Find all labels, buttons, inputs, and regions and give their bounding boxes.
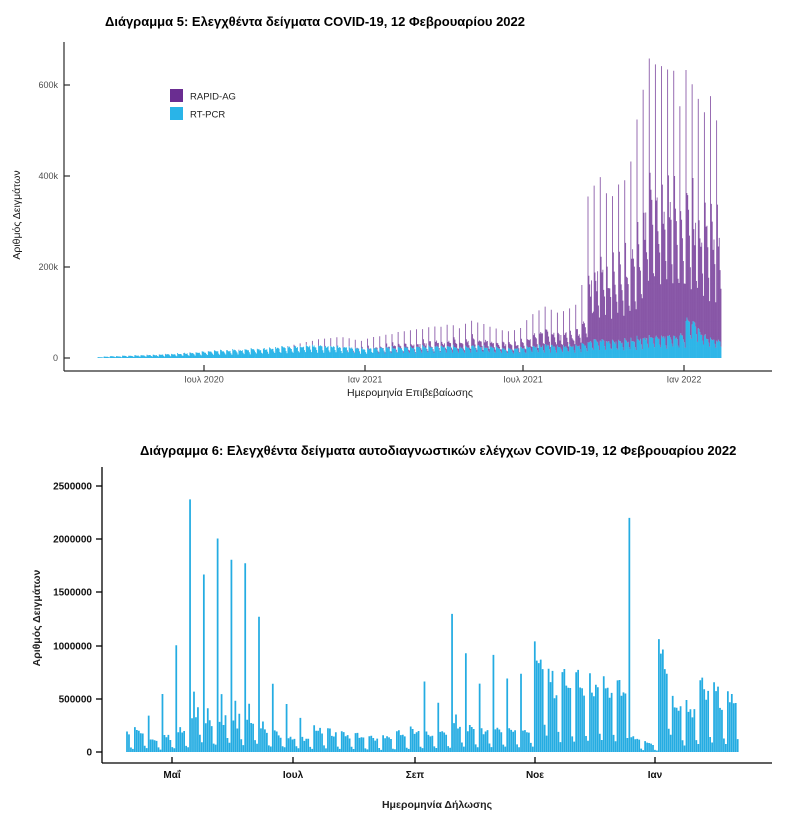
y-tick: 0	[86, 747, 92, 759]
chart5-y-axis-label: Αριθμός Δειγμάτων	[11, 170, 23, 260]
legend-swatch-rapid-ag	[170, 89, 183, 102]
y-tick: 2000000	[53, 534, 92, 546]
x-tick: Νοε	[525, 770, 545, 781]
x-tick: Ιαν 2021	[347, 374, 383, 385]
y-tick: 2500000	[53, 481, 92, 493]
legend-label-rt-pcr: RT-PCR	[190, 109, 226, 121]
legend-label-rapid-ag: RAPID-AG	[190, 91, 236, 103]
y-tick: 1000000	[53, 641, 92, 653]
y-tick: 500000	[58, 694, 92, 706]
chart5-x-axis-label: Ημερομηνία Επιβεβαίωσης	[347, 387, 473, 399]
chart6-x-axis	[102, 757, 772, 763]
y-tick: 200k	[38, 262, 58, 272]
chart5-x-axis	[64, 365, 772, 371]
chart5-legend	[170, 89, 236, 121]
chart6-x-axis-label: Ημερομηνία Δήλωσης	[381, 799, 493, 811]
y-tick: 600k	[38, 80, 58, 90]
chart6-bars-selftests	[127, 499, 738, 752]
x-tick: Ιαν 2022	[666, 374, 702, 385]
chart6-y-tick-labels	[53, 482, 92, 759]
chart5-y-axis	[64, 42, 70, 371]
chart6-y-axis-label: Αριθμός Δειγμάτων	[31, 569, 43, 667]
x-tick: Σεπ	[405, 770, 425, 781]
x-tick: Ιουλ 2021	[503, 374, 543, 385]
chart6-x-tick-labels	[163, 769, 662, 781]
x-tick: Ιουλ	[282, 770, 304, 781]
x-tick: Ιουλ 2020	[184, 374, 224, 385]
chart5-title: Διάγραμμα 5: Ελεγχθέντα δείγματα COVID-19, 12 Φεβρουαρίου 2022	[105, 14, 525, 29]
x-tick: Μαΐ	[163, 770, 181, 781]
chart5-y-tick-labels	[38, 80, 58, 363]
legend-swatch-rt-pcr	[170, 107, 183, 120]
chart5-x-tick-labels	[184, 375, 701, 385]
y-tick: 0	[52, 353, 58, 363]
y-tick: 400k	[38, 171, 58, 181]
chart6-y-axis	[96, 467, 102, 763]
y-tick: 1500000	[53, 587, 92, 599]
chart6-title: Διάγραμμα 6: Ελεγχθέντα δείγματα αυτοδιαγνωστικών ελέγχων COVID-19, 12 Φεβρουαρίου 2022	[140, 443, 737, 458]
x-tick: Ιαν	[647, 770, 663, 781]
chart5-bars-rapid-ag	[129, 59, 721, 356]
